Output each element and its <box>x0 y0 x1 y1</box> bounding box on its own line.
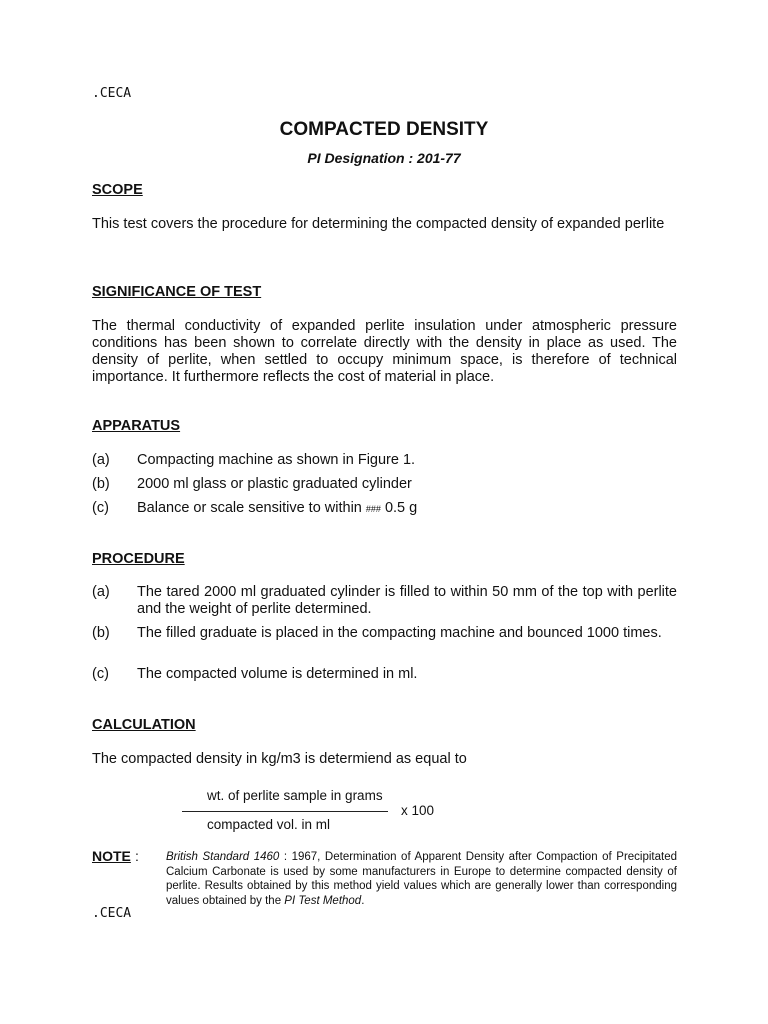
fraction-bar <box>182 811 388 812</box>
note-source: British Standard 1460 <box>166 851 280 863</box>
list-text-part: Balance or scale sensitive to within <box>137 500 362 516</box>
footer-mark: .CECA <box>92 906 132 921</box>
missing-symbol: ### <box>365 504 381 514</box>
note-body: : 1967, Determination of Apparent Density after Compaction of Precipitated Calcium Carbonate is used by some manufacturers in Europe to determine compacted density of perlite. Results obtained by this method yield values which are generally lower than corresponding values obtained by the <box>166 851 677 907</box>
scope-text: This test covers the procedure for determining the compacted density of expanded perlite <box>92 216 665 232</box>
list-label: (c) <box>92 500 109 516</box>
note-end: . <box>361 894 365 907</box>
significance-text: The thermal conductivity of expanded perlite insulation under atmospheric pressure conditions has been shown to correlate directly with the density in place as used. The density of perlite, when settled to occupy minimum space, is therefore of technical importance. It furthermore reflects the cost of material in place. <box>92 318 677 385</box>
significance-heading: SIGNIFICANCE OF TEST <box>92 284 262 300</box>
list-text: The filled graduate is placed in the compacting machine and bounced 1000 times. <box>137 625 662 641</box>
list-label: (b) <box>92 625 110 641</box>
note-colon: : <box>135 848 139 864</box>
list-text: Compacting machine as shown in Figure 1. <box>137 452 416 468</box>
note-text <box>166 850 677 908</box>
note-label: NOTE <box>92 848 131 864</box>
list-text <box>137 500 677 518</box>
list-label: (a) <box>92 584 110 600</box>
calculation-heading: CALCULATION <box>92 717 196 733</box>
calculation-text: The compacted density in kg/m3 is determiend as equal to <box>92 751 467 767</box>
list-label: (b) <box>92 476 110 492</box>
document-subtitle: PI Designation : 201-77 <box>307 150 461 166</box>
note-method: PI Test Method <box>284 894 362 907</box>
document-title: COMPACTED DENSITY <box>279 119 489 140</box>
formula-numerator: wt. of perlite sample in grams <box>207 788 383 803</box>
list-text: 2000 ml glass or plastic graduated cylinder <box>137 476 412 492</box>
list-label: (a) <box>92 452 110 468</box>
scope-heading: SCOPE <box>92 182 143 198</box>
list-text: The compacted volume is determined in ml. <box>137 666 418 682</box>
list-text: The tared 2000 ml graduated cylinder is filled to within 50 mm of the top with perlite and the weight of perlite determined. <box>137 584 677 617</box>
formula-multiplier: x 100 <box>401 803 435 818</box>
list-text-part: 0.5 g <box>384 500 418 516</box>
list-label: (c) <box>92 666 109 682</box>
formula-denominator: compacted vol. in ml <box>207 817 331 832</box>
header-mark: .CECA <box>92 86 132 101</box>
procedure-heading: PROCEDURE <box>92 551 185 567</box>
apparatus-heading: APPARATUS <box>92 418 181 434</box>
